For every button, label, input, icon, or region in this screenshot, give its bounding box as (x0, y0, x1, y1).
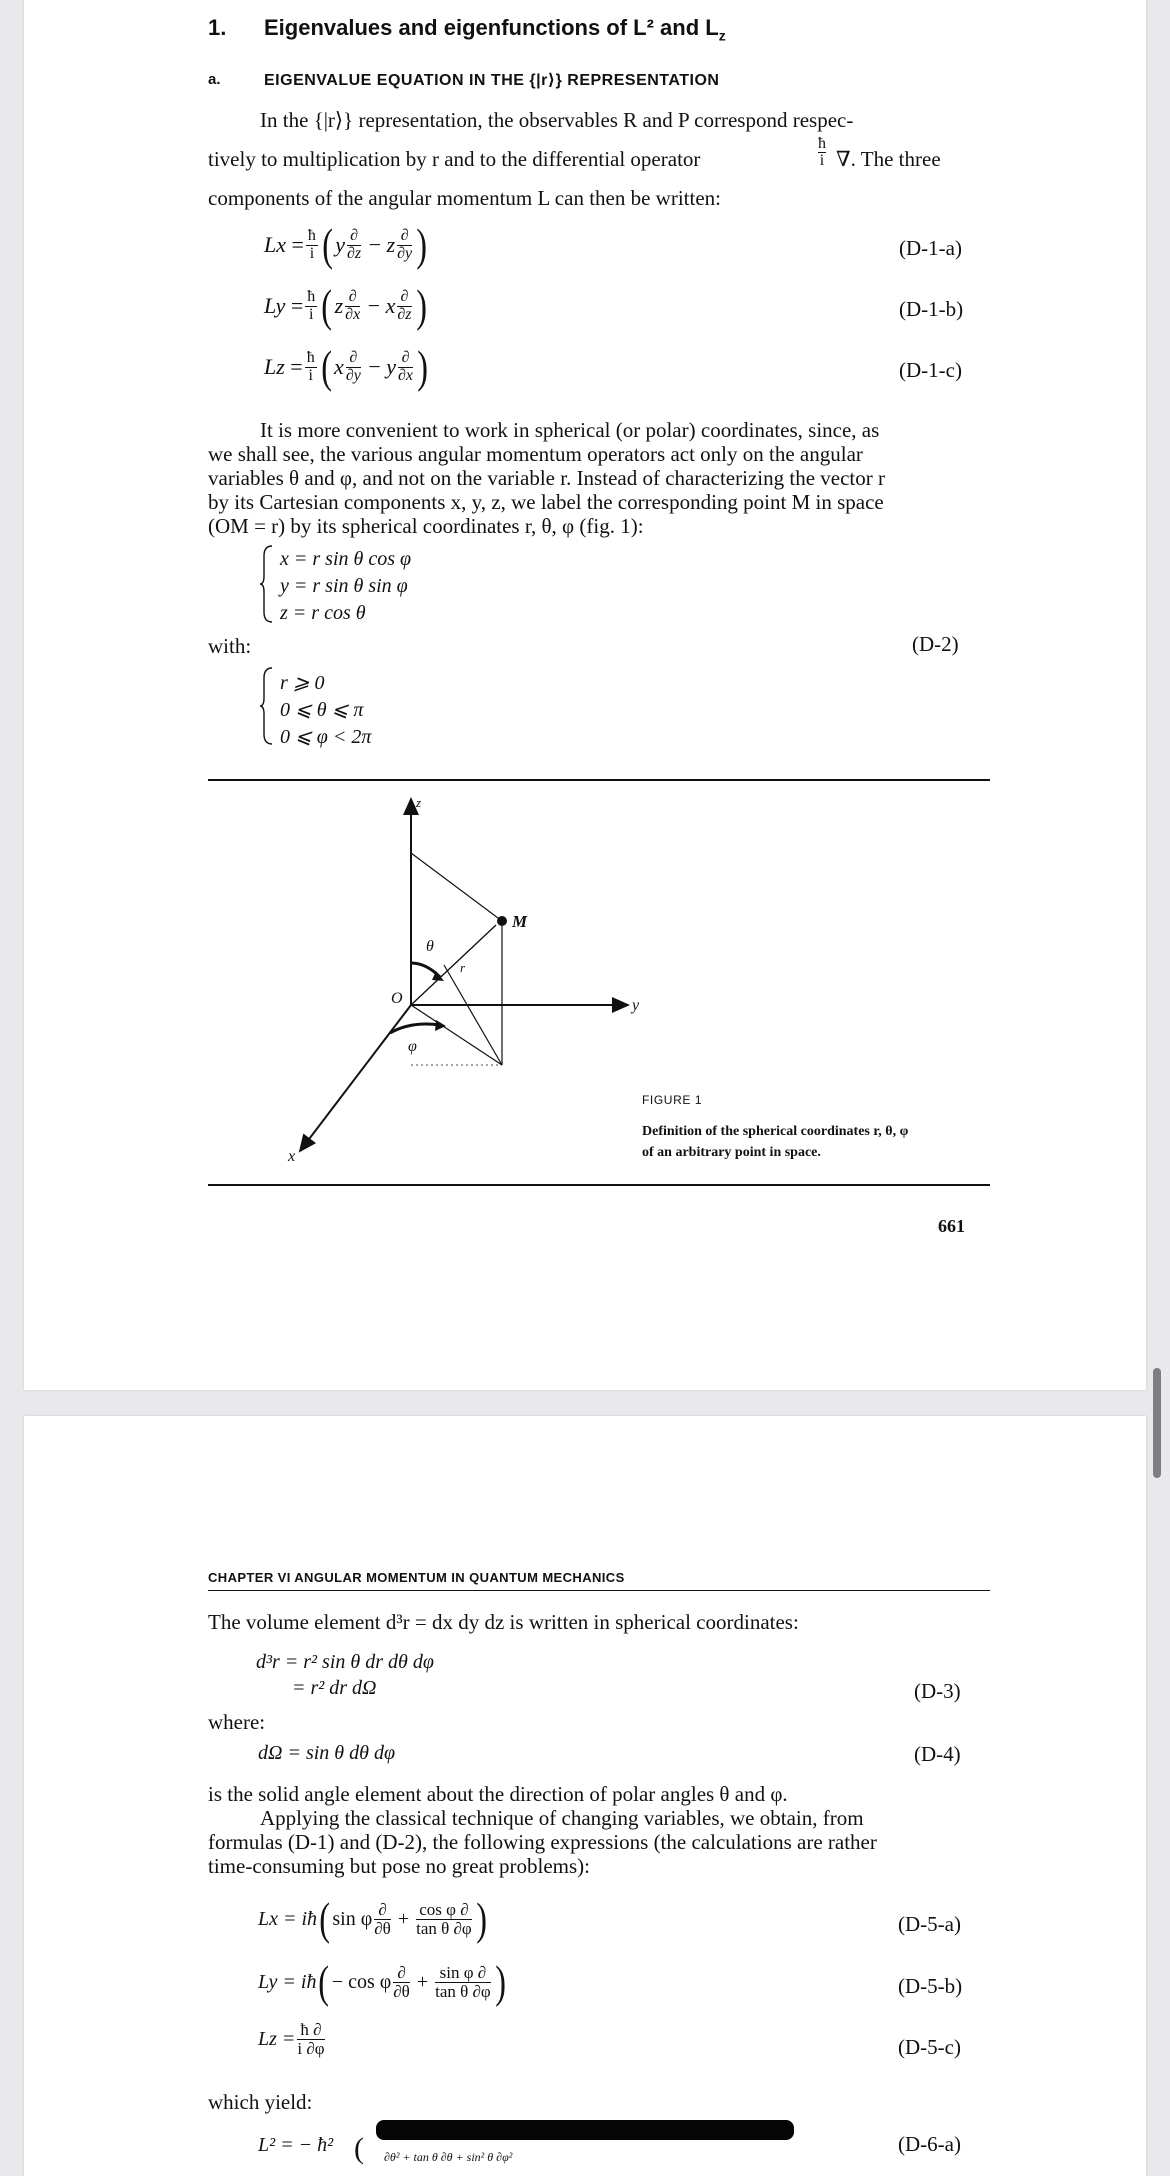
eq-d1b-t1: z (334, 293, 344, 318)
eq-d5a-f2d: tan θ ∂φ (416, 1918, 472, 1938)
eq-d1c-f1n: ∂ (346, 350, 361, 368)
eq-d1a-t2: z (386, 232, 396, 257)
eq-d5c-num: ħ ∂ (297, 2021, 324, 2040)
para2-line1: It is more convenient to work in spherical (or polar) coordinates, since, as (260, 418, 880, 442)
para2-line2: we shall see, the various angular momentum operators act only on the angular (208, 442, 863, 466)
figure-bottom-rule (208, 1184, 990, 1186)
eq-d5b-f1d: ∂θ (393, 1981, 410, 2001)
eq-d3-line2: = r² dr dΩ (292, 1677, 377, 1699)
label-d6a: (D-6-a) (898, 2132, 961, 2156)
eq-d1a-lhs: Lx (264, 232, 286, 257)
label-d5c: (D-5-c) (898, 2035, 961, 2059)
eq-d5a-plus: + (397, 1907, 410, 1930)
label-d4: (D-4) (914, 1742, 961, 1766)
eq-d1b-frac2 (397, 289, 411, 324)
eq-d5a-lhs: Lx = iħ (258, 1907, 318, 1930)
eq-d5c-den: i ∂φ (297, 2038, 325, 2058)
eq-d5b-plus: + (416, 1970, 429, 1993)
para2-line4: by its Cartesian components x, y, z, we label the corresponding point M in space (208, 490, 884, 514)
label-d1b: (D-1-b) (899, 297, 964, 321)
label-d5b: (D-5-b) (898, 1974, 963, 1998)
eq-d1b-lhs: Ly (264, 293, 286, 318)
scrollbar-thumb[interactable] (1153, 1368, 1161, 1478)
point-m-label: M (512, 912, 528, 931)
eq-d1a-f1n: ∂ (347, 228, 361, 246)
document-page-2 (24, 1416, 1146, 2176)
eq-d1a-f2d: ∂y (397, 244, 413, 262)
with-label: with: (208, 634, 252, 658)
eq-d5a-frac2 (416, 1901, 472, 1938)
r-label: r (460, 960, 466, 975)
eq-d1c-i: i (308, 366, 313, 384)
theta-label: θ (426, 938, 434, 955)
projection-line-cone (444, 965, 502, 1065)
figure-caption-line2: of an arbitrary point in space. (642, 1145, 821, 1160)
eq-d5a-frac1 (374, 1901, 391, 1938)
eq-d1b-f2n: ∂ (397, 289, 411, 307)
eq-d5a-f1d: ∂θ (374, 1918, 391, 1938)
eq-d1c-f2d: ∂x (398, 366, 414, 384)
eq-d1c-frac2 (398, 350, 413, 385)
i-symbol: i (819, 152, 825, 169)
chapter-header-rule (208, 1590, 990, 1591)
eq-d5b-f1n: ∂ (393, 1964, 410, 1983)
equation-d1b: Ly = $\frac{ħ}{i}$ ( z $\frac{\partial}{\partial x}$ − x $\frac{\partial}{\partial z}$ ) (264, 280, 427, 331)
phi-label: φ (408, 1038, 417, 1055)
eq-d4: dΩ = sin θ dθ dφ (258, 1742, 396, 1764)
eq-d5a-f1n: ∂ (374, 1901, 391, 1920)
eq-d1b-hbar: ħ (307, 287, 316, 305)
eq-d1c-hbar: ħ (306, 348, 315, 366)
eq-d1b-frac1 (345, 289, 360, 324)
eq-d5b-t1: − cos φ (331, 1970, 392, 1993)
figure-top-rule (208, 779, 990, 781)
projection-line-xy (411, 1005, 502, 1065)
coords-brace-shape (260, 544, 274, 624)
coord-x: x = r sin θ cos φ (280, 548, 412, 570)
redaction-bar (376, 2120, 794, 2140)
eq-d5c-lhs: Lz = (258, 2027, 296, 2050)
eq-d1a-i: i (309, 244, 315, 262)
equation-d5c (258, 2021, 327, 2058)
phi-arc (390, 1024, 440, 1033)
chapter-header: CHAPTER VI ANGULAR MOMENTUM IN QUANTUM MECHANICS (208, 1570, 625, 1585)
figure-caption-line1: Definition of the spherical coordinates r, θ, φ (642, 1124, 909, 1139)
point-m (497, 916, 507, 926)
label-d2: (D-2) (912, 632, 959, 656)
range-phi: 0 ⩽ φ < 2π (280, 726, 372, 748)
eq-d6a-denominators: ∂θ² + tan θ ∂θ + sin² θ ∂φ² (384, 2150, 513, 2164)
eq-d6a-lhs: L² = − ħ² (258, 2134, 334, 2156)
eq-d5b-f2n: sin φ ∂ (435, 1964, 491, 1983)
axis-z-label: z (416, 795, 422, 810)
eq-d1b-hbar-frac (305, 289, 317, 324)
section-title (264, 15, 726, 43)
apply-line2: formulas (D-1) and (D-2), the following expressions (the calculations are rather (208, 1830, 877, 1854)
solid-angle-text: is the solid angle element about the direction of polar angles θ and φ. (208, 1782, 788, 1806)
eq-d1b-f1d: ∂x (345, 305, 361, 323)
label-d3: (D-3) (914, 1679, 961, 1703)
figure-spherical-coordinates (204, 785, 1004, 1175)
eq-d1a-f1d: ∂z (347, 244, 362, 262)
eq-d5b-frac1 (393, 1964, 410, 2001)
eq-d1c-hbar-frac (305, 350, 317, 385)
ranges-brace (260, 666, 274, 746)
apply-line3: time-consuming but pose no great problems): (208, 1854, 591, 1878)
eq-d1a-frac2 (397, 228, 412, 263)
eq-d1c-frac1 (346, 350, 361, 385)
eq-d6a-paren: ( (354, 2132, 364, 2165)
coords-brace (260, 544, 274, 624)
origin-label: O (391, 990, 403, 1007)
coord-y: y = r sin θ sin φ (280, 575, 408, 597)
subsection-title: EIGENVALUE EQUATION IN THE {|r⟩} REPRESENTATION (264, 72, 720, 89)
section-title-text: Eigenvalues and eigenfunctions of L² and L (264, 15, 719, 40)
section-title-sub: z (718, 27, 726, 44)
section-number: 1. (208, 15, 227, 40)
label-d5a: (D-5-a) (898, 1912, 961, 1936)
x-axis (300, 1005, 411, 1151)
axis-x-label: x (288, 1148, 296, 1165)
para1-line1: In the {|r⟩} representation, the observables R and P correspond respec- (260, 108, 854, 132)
equation-d5b: Ly = iħ ( − cos φ $\frac{\partial}{\partial\theta}$ + $\frac{\text{sin φ ∂}}{\text{tan θ ∂φ}}$ ) (258, 1956, 506, 2007)
page-number: 661 (938, 1216, 965, 1236)
eq-d5a-t1: sin φ (332, 1907, 373, 1930)
volume-intro: The volume element d³r = dx dy dz is written in spherical coordinates: (208, 1610, 799, 1634)
apply-line1: Applying the classical technique of changing variables, we obtain, from (260, 1806, 864, 1830)
equation-d1c: Lz = $\frac{ħ}{i}$ ( x $\frac{\partial}{\partial y}$ − y $\frac{\partial}{\partial x}$ ) (264, 341, 429, 392)
range-theta: 0 ⩽ θ ⩽ π (280, 699, 364, 721)
eq-d1b-f2d: ∂z (397, 305, 412, 323)
eq-d5b-frac2 (435, 1964, 491, 2001)
eq-d1c-lhs: Lz (264, 354, 285, 379)
eq-d1a-frac1 (347, 228, 361, 263)
eq-d1a-hbar-frac (306, 228, 318, 263)
eq-d5b-f2d: tan θ ∂φ (435, 1981, 491, 2001)
eq-d1b-t2: x (385, 293, 396, 318)
range-r: r ⩾ 0 (280, 672, 325, 694)
phi-arrowhead (435, 1020, 446, 1031)
eq-d1c-f2n: ∂ (398, 350, 413, 368)
ranges-brace-shape (260, 666, 274, 746)
eq-d5c-frac (297, 2021, 324, 2058)
eq-d5a-f2n: cos φ ∂ (416, 1901, 472, 1920)
para2-line5: (OM = r) by its spherical coordinates r, θ, φ (fig. 1): (208, 514, 644, 538)
eq-d1c-f1d: ∂y (345, 366, 361, 384)
eq-d1c-t1: x (334, 354, 344, 379)
para1-line3: components of the angular momentum L can then be written: (208, 186, 721, 210)
equation-d1a: Lx = $\frac{ħ}{i}$ ( y $\frac{\partial}{\partial z}$ − z $\frac{\partial}{\partial y}$ ) (264, 219, 428, 270)
eq-d1a-hbar: ħ (307, 226, 316, 244)
eq-d5b-lhs: Ly = iħ (258, 1970, 317, 1993)
where-label: where: (208, 1710, 266, 1734)
eq-d1a-f2n: ∂ (397, 228, 412, 246)
subsection-letter: a. (208, 71, 221, 88)
label-d1c: (D-1-c) (899, 358, 962, 382)
document-page-1 (24, 0, 1146, 1390)
para1-line2a: tively to multiplication by r and to the differential operator (208, 147, 701, 171)
hbar-symbol: ħ (818, 135, 826, 152)
label-d1a: (D-1-a) (899, 236, 962, 260)
projection-line-top (411, 853, 502, 921)
figure-caption-title: FIGURE 1 (642, 1093, 703, 1107)
equation-d5a: Lx = iħ ( sin φ $\frac{\partial}{\partial\theta}$ + $\frac{\text{cos φ ∂}}{\text{tan θ ∂φ}}$ ) (258, 1893, 487, 1944)
eq-d1c-t2: y (386, 354, 397, 379)
eq-d1b-f1n: ∂ (345, 289, 360, 307)
eq-d1a-t1: y (335, 232, 346, 257)
eq-d3-line1: d³r = r² sin θ dr dθ dφ (256, 1651, 434, 1673)
which-yield-label: which yield: (208, 2090, 313, 2114)
eq-d1b-i: i (309, 305, 314, 323)
hbar-over-i (818, 136, 826, 169)
para2-line3: variables θ and φ, and not on the variable r. Instead of characterizing the vector r (208, 466, 885, 490)
coord-z: z = r cos θ (280, 602, 366, 624)
axis-y-label: y (632, 997, 640, 1014)
para1-line2b: ∇. The three (836, 147, 941, 171)
